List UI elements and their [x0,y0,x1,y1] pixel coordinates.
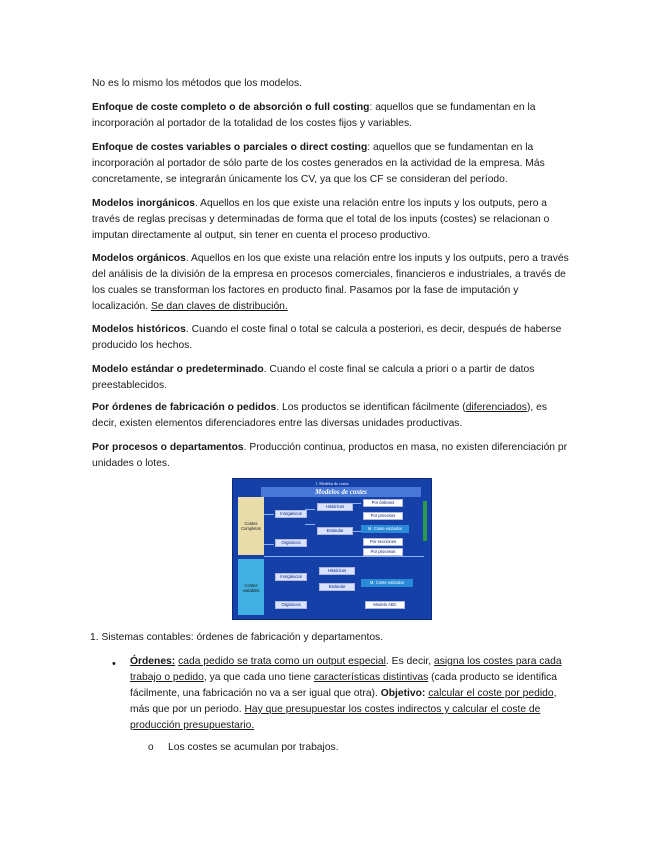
procesos-term: Por procesos o departamentos [92,442,244,453]
organicos-paragraph [92,251,570,315]
costes-variables-column [238,559,264,615]
ordenes-u2: asigna los costes para cada trabajo o pedido [130,656,562,683]
inorganicos-term: Modelos inorgánicos [92,198,195,209]
estandar-text: . Cuando el coste final se calcula a priori o a partir de datos preestablecidos. [92,364,535,391]
ordenes-t1: . Es decir, [385,656,434,667]
full-costing-text: : aquellos que se fundamentan en la incorporación al portador de la totalidad de los costes fijos y variables. [92,102,536,129]
ordenes-t5: , más que por un periodo. [130,688,557,715]
inorganicos-box-top: Inorgánicos [275,510,307,518]
procesos-text: . Producción continua, productos en masa, no existen diferenciación pr unidades o lotes. [92,442,568,469]
por-procesos-box-1: Por procesos [363,512,403,520]
historicos-box-top: Históricos [317,503,353,511]
modelo-abc-box: Modelo ABC [365,601,405,609]
costes-variables-label: Costes variables [242,583,260,593]
ordenes-text-after: ), es decir, existen elementos diferenciadores entre las diversas unidades productivas. [92,402,547,429]
costes-completos-label: Costes Completos [240,521,261,531]
sistemas-contables-heading [90,630,568,646]
ordenes-objetivo: Objetivo: [380,688,426,699]
ordenes-t2: , ya que cada uno tiene [203,672,314,683]
modelos-de-costes-figure [232,478,432,620]
organicos-text: . Aquellos en los que existe una relación entre los inputs y los outputs, pero a través del análisis de la división de la empresa en procesos comerciales, financieros e industriales, a través de los cuales se transforman los factores en producto final. Pasamos por la fase de imputación y localización. [92,253,569,312]
historicos-text: . Cuando el coste final o total se calcula a posteriori, es decir, después de haberse producido los hechos. [92,324,562,351]
connector-line [305,524,315,525]
historicos-term: Modelos históricos [92,324,186,335]
figure-banner: Modelos de costes [261,487,421,497]
estandar-term: Modelo estándar o predeterminado [92,364,264,375]
full-costing-paragraph [92,100,570,132]
ordenes-u4: calcular el coste por pedido [428,688,554,699]
intro-text: No es lo mismo los métodos que los modelos. [92,78,303,89]
direct-costing-paragraph [92,140,570,188]
sub-bullet-text: Los costes se acumulan por trabajos. [168,742,339,753]
figure-top-title: 1. Modelos de costes [315,481,349,486]
vertical-green-bar [423,501,427,541]
bullet-marker: • [112,658,116,670]
costes-completos-column [238,497,264,555]
sub-bullet-marker: o [148,742,154,753]
ordenes-term: Por órdenes de fabricación o pedidos [92,402,277,413]
m-coste-estandar-box-1: M. Coste estándar [361,525,409,533]
ordenes-text-before: . Los productos se identifican fácilmente ( [276,402,466,413]
historicos-box-bottom: Históricos [319,567,355,575]
estandar-box-bottom: Estándar [319,583,355,591]
inorganicos-box-bottom: Inorgánicos [275,573,307,581]
ordenes-u1: cada pedido se trata como un output especial [178,656,386,667]
direct-costing-term: Enfoque de costes variables o parciales o direct costing [92,142,368,153]
ordenes-bullet-term: Órdenes: [130,656,176,667]
direct-costing-text: : aquellos que se fundamentan en la incorporación al portador de sólo parte de los costes generados en la actividad de la empresa. Más concretamente, se integrarán únicamente los CV, ya que los CF se consideran del período. [92,142,545,185]
estandar-box-top: Estándar [317,527,353,535]
estandar-paragraph [92,362,570,394]
organicos-underlined: Se dan claves de distribución. [150,301,288,312]
connector-line [264,544,274,545]
ordenes-bullet-paragraph [130,654,566,734]
full-costing-term: Enfoque de coste completo o de absorción o full costing [92,102,370,113]
ordenes-t3: (cada producto se identifica fácilmente, una fabricación no va a ser igual que otra). [130,672,558,699]
historicos-paragraph [92,322,570,354]
por-procesos-box-2: Por procesos [363,548,403,556]
organicos-box-top: Orgánicos [275,539,307,547]
m-coste-estandar-box-2: M. Coste estándar [361,579,413,587]
organicos-box-bottom: Orgánicos [275,601,307,609]
ordenes-u3: características distintivas [313,672,429,683]
por-ordenes-box: Por órdenes [363,499,403,507]
inorganicos-text: . Aquellos en los que existe una relación entre los inputs y los outputs, pero a través de reglas precisas y determinadas de forma que el total de los inputs (costes) se relacionan o imputan directamente al output, sin tener en cuenta el proceso productivo. [92,198,550,241]
sistemas-contables-text: 1. Sistemas contables: órdenes de fabricación y departamentos. [90,632,384,643]
ordenes-underlined: diferenciados [465,402,527,413]
por-secciones-box: Por secciones [363,538,403,546]
figure-separator [264,556,424,557]
ordenes-paragraph [92,400,570,432]
intro-paragraph [92,76,570,92]
connector-line [264,514,274,515]
ordenes-u5: Hay que presupuestar los costes indirectos y calcular el coste de producción presupuestario. [130,704,541,731]
procesos-paragraph [92,440,570,472]
inorganicos-paragraph [92,196,570,244]
sub-bullet-paragraph [168,740,548,756]
organicos-term: Modelos orgánicos [92,253,186,264]
